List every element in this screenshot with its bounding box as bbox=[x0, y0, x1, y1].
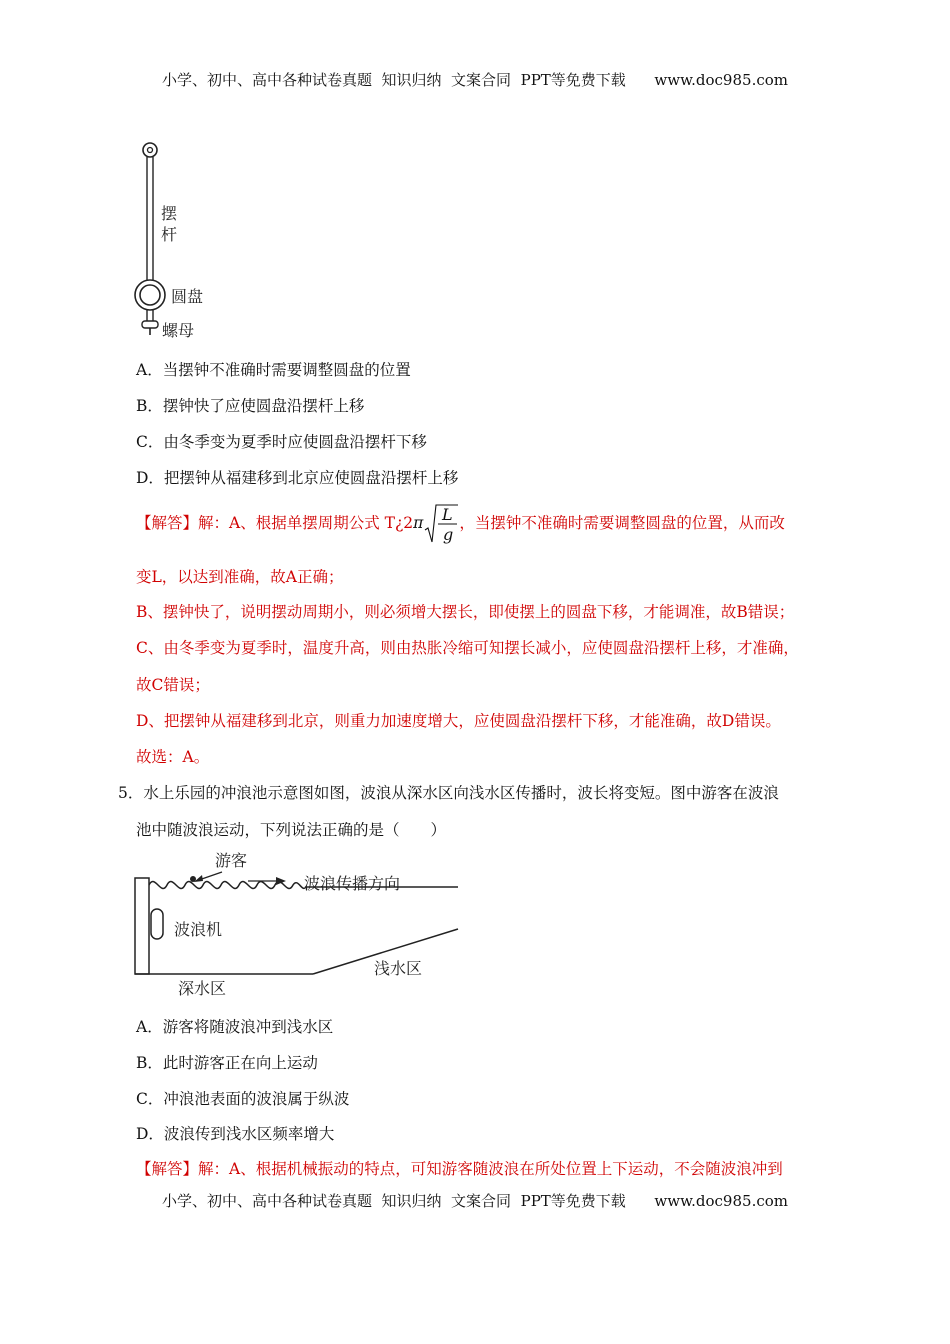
page-header: 小学、初中、高中各种试卷真题 知识归纳 文案合同 PPT等免费下载 www.doc985.com bbox=[161, 71, 788, 89]
label-tourist: 游客 bbox=[215, 851, 248, 870]
answer-line1-rest: ，当摆钟不准确时需要调整圆盘的位置，从而改 bbox=[459, 514, 785, 532]
sqrt-formula bbox=[423, 502, 459, 546]
pendulum-figure bbox=[128, 138, 228, 343]
q4-answer-line2: 变L，以达到准确，故A正确； bbox=[136, 568, 344, 586]
q5-stem-line1: 5．水上乐园的冲浪池示意图如图，波浪从深水区向浅水区传播时，波长将变短。图中游客在波浪 bbox=[118, 784, 779, 802]
label-wave-machine: 波浪机 bbox=[174, 920, 223, 939]
answer-prefix: 【解答】解：A、根据单摆周期公式 T¿2 bbox=[136, 514, 414, 532]
q4-option-a: A．当摆钟不准确时需要调整圆盘的位置 bbox=[136, 361, 411, 379]
q4-option-b: B．摆钟快了应使圆盘沿摆杆上移 bbox=[136, 397, 365, 415]
frac-numerator: L bbox=[442, 505, 453, 524]
q4-answer-line4: C、由冬季变为夏季时，温度升高，则由热胀冷缩可知摆长减小，应使圆盘沿摆杆上移，才准确， bbox=[136, 639, 799, 657]
q4-answer-line1 bbox=[136, 500, 785, 546]
q5-option-a: A．游客将随波浪冲到浅水区 bbox=[136, 1018, 334, 1036]
q4-answer-line5: 故C错误； bbox=[136, 676, 210, 694]
direction-arrow-head bbox=[276, 877, 286, 885]
label-disc: 圆盘 bbox=[171, 287, 204, 306]
q5-option-b: B．此时游客正在向上运动 bbox=[136, 1054, 318, 1072]
pivot-ring bbox=[143, 143, 157, 157]
page-footer: 小学、初中、高中各种试卷真题 知识归纳 文案合同 PPT等免费下载 www.doc985.com bbox=[161, 1192, 788, 1210]
q4-answer-line6: D、把摆钟从福建移到北京，则重力加速度增大，应使圆盘沿摆杆下移，才能准确，故D错误。 bbox=[136, 712, 781, 730]
label-shallow: 浅水区 bbox=[374, 959, 423, 978]
q5-option-c: C．冲浪池表面的波浪属于纵波 bbox=[136, 1090, 350, 1108]
q5-option-d: D．波浪传到浅水区频率增大 bbox=[136, 1125, 335, 1143]
pool-wall bbox=[135, 878, 149, 974]
wave-machine bbox=[151, 909, 163, 939]
frac-denominator: g bbox=[443, 525, 454, 544]
q5-answer-line1: 【解答】解：A、根据机械振动的特点，可知游客随波浪在所处位置上下运动，不会随波浪冲到 bbox=[136, 1160, 783, 1178]
label-nut: 螺母 bbox=[162, 321, 195, 340]
pivot-center bbox=[148, 148, 153, 153]
q5-stem-line2: 池中随波浪运动，下列说法正确的是（ ） bbox=[136, 821, 447, 839]
pi-symbol: π bbox=[413, 514, 424, 532]
nut bbox=[142, 321, 158, 328]
label-rod-2: 杆 bbox=[161, 225, 178, 244]
q4-option-c: C．由冬季变为夏季时应使圆盘沿摆杆下移 bbox=[136, 433, 427, 451]
label-direction: 波浪传播方向 bbox=[304, 874, 401, 893]
label-deep: 深水区 bbox=[178, 979, 227, 998]
wave-surface bbox=[149, 882, 306, 889]
q4-option-d: D．把摆钟从福建移到北京应使圆盘沿摆杆上移 bbox=[136, 469, 459, 487]
label-rod-1: 摆 bbox=[161, 204, 178, 223]
q4-answer-line7: 故选：A。 bbox=[136, 748, 210, 766]
q4-answer-line3: B、摆钟快了，说明摆动周期小，则必须增大摆长，即使摆上的圆盘下移，才能调准，故B错误； bbox=[136, 603, 795, 621]
